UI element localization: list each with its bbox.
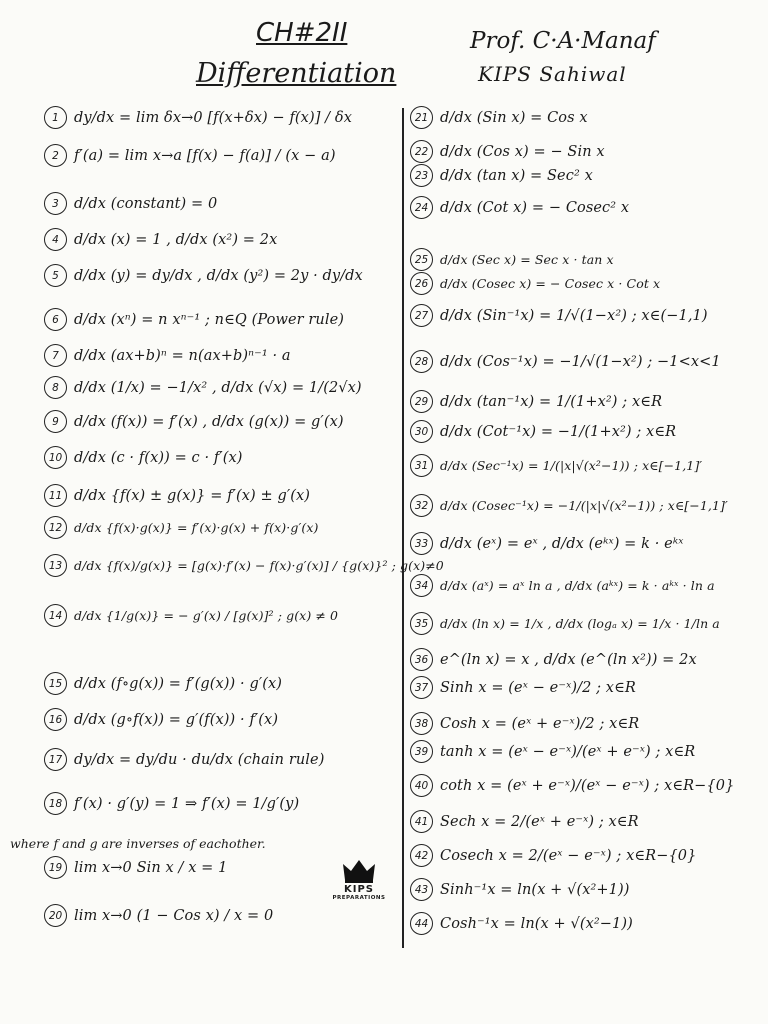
formula-number-badge: 7 bbox=[44, 344, 67, 367]
formula-2 bbox=[44, 144, 336, 167]
formula-expression: d/dx (x) = 1 , d/dx (x²) = 2x bbox=[74, 231, 278, 248]
formula-number-badge: 14 bbox=[44, 604, 67, 627]
formula-number-badge: 39 bbox=[410, 740, 433, 763]
formula-number-badge: 3 bbox=[44, 192, 67, 215]
formula-number-badge: 27 bbox=[410, 304, 433, 327]
formula-21 bbox=[410, 106, 588, 129]
formula-number-badge: 40 bbox=[410, 774, 433, 797]
formula-8 bbox=[44, 376, 362, 399]
formula-expression: d/dx (Cot⁻¹x) = −1/(1+x²) ; x∈R bbox=[440, 423, 677, 440]
formula-expression: d/dx {f(x)/g(x)} = [g(x)·f′(x) − f(x)·g′(x)] / {g(x)}² ; g(x)≠0 bbox=[74, 558, 444, 573]
formula-27 bbox=[410, 304, 708, 327]
formula-expression: Cosh⁻¹x = ln(x + √(x²−1)) bbox=[440, 915, 633, 932]
formula-expression: d/dx (f∘g(x)) = f′(g(x)) · g′(x) bbox=[74, 675, 283, 692]
formula-19 bbox=[44, 856, 227, 879]
formula-expression: Sinh⁻¹x = ln(x + √(x²+1)) bbox=[440, 881, 630, 898]
formula-number-badge: 26 bbox=[410, 272, 433, 295]
author-name: Prof. C·A·Manaf bbox=[470, 28, 656, 54]
formula-23 bbox=[410, 164, 593, 187]
formula-17 bbox=[44, 748, 324, 771]
formula-number-badge: 20 bbox=[44, 904, 67, 927]
formula-34 bbox=[410, 574, 715, 597]
formula-number-badge: 43 bbox=[410, 878, 433, 901]
formula-3 bbox=[44, 192, 217, 215]
formula-expression: d/dx (g∘f(x)) = g′(f(x)) · f′(x) bbox=[74, 711, 279, 728]
formula-26 bbox=[410, 272, 660, 295]
formula-expression: d/dx (1/x) = −1/x² , d/dx (√x) = 1/(2√x) bbox=[74, 379, 362, 396]
formula-number-badge: 28 bbox=[410, 350, 433, 373]
formula-number-badge: 15 bbox=[44, 672, 67, 695]
formula-number-badge: 12 bbox=[44, 516, 67, 539]
formula-expression: d/dx (Sin x) = Cos x bbox=[440, 109, 588, 126]
formula-expression: d/dx (xⁿ) = n xⁿ⁻¹ ; n∈Q (Power rule) bbox=[74, 311, 345, 328]
formula-number-badge: 33 bbox=[410, 532, 433, 555]
formula-number-badge: 18 bbox=[44, 792, 67, 815]
formula-expression: d/dx (Sin⁻¹x) = 1/√(1−x²) ; x∈(−1,1) bbox=[440, 307, 708, 324]
formula-expression: lim x→0 (1 − Cos x) / x = 0 bbox=[74, 907, 274, 924]
formula-number-badge: 36 bbox=[410, 648, 433, 671]
formula-number-badge: 6 bbox=[44, 308, 67, 331]
formula-37 bbox=[410, 676, 636, 699]
logo-tagline: PREPARATIONS bbox=[332, 895, 386, 901]
formula-31 bbox=[410, 454, 702, 477]
formula-6 bbox=[44, 308, 344, 331]
formula-expression: d/dx (Cos⁻¹x) = −1/√(1−x²) ; −1<x<1 bbox=[440, 353, 721, 370]
formula-40 bbox=[410, 774, 734, 797]
formula-expression: dy/dx = dy/du · du/dx (chain rule) bbox=[74, 751, 325, 768]
formula-number-badge: 17 bbox=[44, 748, 67, 771]
formula-14 bbox=[44, 604, 338, 627]
formula-expression: d/dx (ax+b)ⁿ = n(ax+b)ⁿ⁻¹ · a bbox=[74, 347, 291, 364]
formula-expression: d/dx (tan x) = Sec² x bbox=[440, 167, 593, 184]
formula-number-badge: 25 bbox=[410, 248, 433, 271]
formula-number-badge: 10 bbox=[44, 446, 67, 469]
formula-11 bbox=[44, 484, 310, 507]
formula-expression: d/dx (eˣ) = eˣ , d/dx (eᵏˣ) = k · eᵏˣ bbox=[440, 535, 684, 552]
formula-43 bbox=[410, 878, 630, 901]
formula-5 bbox=[44, 264, 363, 287]
formula-number-badge: 11 bbox=[44, 484, 67, 507]
formula-36 bbox=[410, 648, 697, 671]
formula-12 bbox=[44, 516, 318, 539]
formula-25 bbox=[410, 248, 614, 271]
formula-number-badge: 19 bbox=[44, 856, 67, 879]
formula-number-badge: 29 bbox=[410, 390, 433, 413]
formula-expression: f′(x) · g′(y) = 1 ⇒ f′(x) = 1/g′(y) bbox=[74, 795, 300, 812]
chapter-title: CH#2II bbox=[256, 18, 348, 48]
formula-number-badge: 21 bbox=[410, 106, 433, 129]
formula-expression: d/dx (Sec x) = Sec x · tan x bbox=[440, 252, 614, 267]
formula-number-badge: 4 bbox=[44, 228, 67, 251]
formula-expression: d/dx (c · f(x)) = c · f′(x) bbox=[74, 449, 243, 466]
formula-7 bbox=[44, 344, 291, 367]
institute-name: KIPS Sahiwal bbox=[478, 62, 627, 86]
formula-expression: Cosh x = (eˣ + e⁻ˣ)/2 ; x∈R bbox=[440, 715, 640, 732]
formula-18 bbox=[44, 792, 299, 815]
formula-number-badge: 44 bbox=[410, 912, 433, 935]
formula-number-badge: 22 bbox=[410, 140, 433, 163]
formula-number-badge: 31 bbox=[410, 454, 433, 477]
formula-number-badge: 16 bbox=[44, 708, 67, 731]
formula-number-badge: 41 bbox=[410, 810, 433, 833]
subject-heading: Differentiation bbox=[196, 58, 397, 89]
formula-1 bbox=[44, 106, 352, 129]
formula-10 bbox=[44, 446, 243, 469]
formula-expression: Sinh x = (eˣ − e⁻ˣ)/2 ; x∈R bbox=[440, 679, 636, 696]
formula-expression: coth x = (eˣ + e⁻ˣ)/(eˣ − e⁻ˣ) ; x∈R−{0} bbox=[440, 777, 735, 794]
formula-41 bbox=[410, 810, 639, 833]
formula-expression: Sech x = 2/(eˣ + e⁻ˣ) ; x∈R bbox=[440, 813, 639, 830]
formula-expression: lim x→0 Sin x / x = 1 bbox=[74, 859, 228, 876]
formula-39 bbox=[410, 740, 695, 763]
formula-33 bbox=[410, 532, 683, 555]
formula-expression: d/dx (f(x)) = f′(x) , d/dx (g(x)) = g′(x) bbox=[74, 413, 344, 430]
formula-expression: e^(ln x) = x , d/dx (e^(ln x²)) = 2x bbox=[440, 651, 697, 668]
formula-number-badge: 32 bbox=[410, 494, 433, 517]
formula-expression: tanh x = (eˣ − e⁻ˣ)/(eˣ + e⁻ˣ) ; x∈R bbox=[440, 743, 696, 760]
formula-42 bbox=[410, 844, 696, 867]
formula-number-badge: 23 bbox=[410, 164, 433, 187]
formula-22 bbox=[410, 140, 605, 163]
formula-29 bbox=[410, 390, 662, 413]
formula-expression: f′(a) = lim x→a [f(x) − f(a)] / (x − a) bbox=[74, 147, 336, 164]
formula-number-badge: 2 bbox=[44, 144, 67, 167]
formula-number-badge: 42 bbox=[410, 844, 433, 867]
formula-number-badge: 30 bbox=[410, 420, 433, 443]
formula-15 bbox=[44, 672, 282, 695]
formula-expression: dy/dx = lim δx→0 [f(x+δx) − f(x)] / δx bbox=[74, 109, 352, 126]
formula-number-badge: 35 bbox=[410, 612, 433, 635]
formula-4 bbox=[44, 228, 277, 251]
formula-13 bbox=[44, 554, 444, 577]
crown-icon bbox=[342, 858, 376, 884]
formula-expression: d/dx (y) = dy/dx , d/dx (y²) = 2y · dy/dx bbox=[74, 267, 363, 284]
formula-32 bbox=[410, 494, 728, 517]
formula-38 bbox=[410, 712, 639, 735]
formula-expression: d/dx (Cot x) = − Cosec² x bbox=[440, 199, 630, 216]
formula-number-badge: 24 bbox=[410, 196, 433, 219]
formula-expression: d/dx (constant) = 0 bbox=[74, 195, 218, 212]
formula-16 bbox=[44, 708, 278, 731]
formula-expression: d/dx (aˣ) = aˣ ln a , d/dx (aᵏˣ) = k · aᵏˣ · ln a bbox=[440, 578, 715, 593]
formula-expression: d/dx {1/g(x)} = − g′(x) / [g(x)]² ; g(x) ≠ 0 bbox=[74, 608, 339, 623]
formula-number-badge: 34 bbox=[410, 574, 433, 597]
formula-expression: d/dx (Cosec⁻¹x) = −1/(|x|√(x²−1)) ; x∈[−1,1]′ bbox=[440, 498, 728, 513]
kips-logo bbox=[324, 858, 394, 901]
formula-expression: d/dx (ln x) = 1/x , d/dx (logₐ x) = 1/x · 1/ln a bbox=[440, 616, 720, 631]
formula-expression: d/dx (Cos x) = − Sin x bbox=[440, 143, 605, 160]
formula-20 bbox=[44, 904, 273, 927]
formula-number-badge: 13 bbox=[44, 554, 67, 577]
formula-expression: d/dx (tan⁻¹x) = 1/(1+x²) ; x∈R bbox=[440, 393, 663, 410]
logo-name: KIPS bbox=[343, 884, 374, 895]
formula-44 bbox=[410, 912, 633, 935]
formula-expression: d/dx {f(x) ± g(x)} = f′(x) ± g′(x) bbox=[74, 487, 311, 504]
formula-number-badge: 37 bbox=[410, 676, 433, 699]
formula-expression: d/dx {f(x)·g(x)} = f′(x)·g(x) + f(x)·g′(x) bbox=[74, 520, 319, 535]
formula-number-badge: 38 bbox=[410, 712, 433, 735]
formula-number-badge: 9 bbox=[44, 410, 67, 433]
formula-number-badge: 1 bbox=[44, 106, 67, 129]
formula-number-badge: 8 bbox=[44, 376, 67, 399]
formula-24 bbox=[410, 196, 629, 219]
column-divider bbox=[402, 108, 404, 948]
formula-expression: d/dx (Cosec x) = − Cosec x · Cot x bbox=[440, 276, 661, 291]
formula-expression: d/dx (Sec⁻¹x) = 1/(|x|√(x²−1)) ; x∈[−1,1]′ bbox=[440, 458, 703, 473]
inverse-note: where f and g are inverses of eachother. bbox=[10, 836, 266, 851]
formula-35 bbox=[410, 612, 720, 635]
formula-9 bbox=[44, 410, 344, 433]
formula-number-badge: 5 bbox=[44, 264, 67, 287]
formula-28 bbox=[410, 350, 721, 373]
formula-30 bbox=[410, 420, 676, 443]
formula-expression: Cosech x = 2/(eˣ − e⁻ˣ) ; x∈R−{0} bbox=[440, 847, 697, 864]
